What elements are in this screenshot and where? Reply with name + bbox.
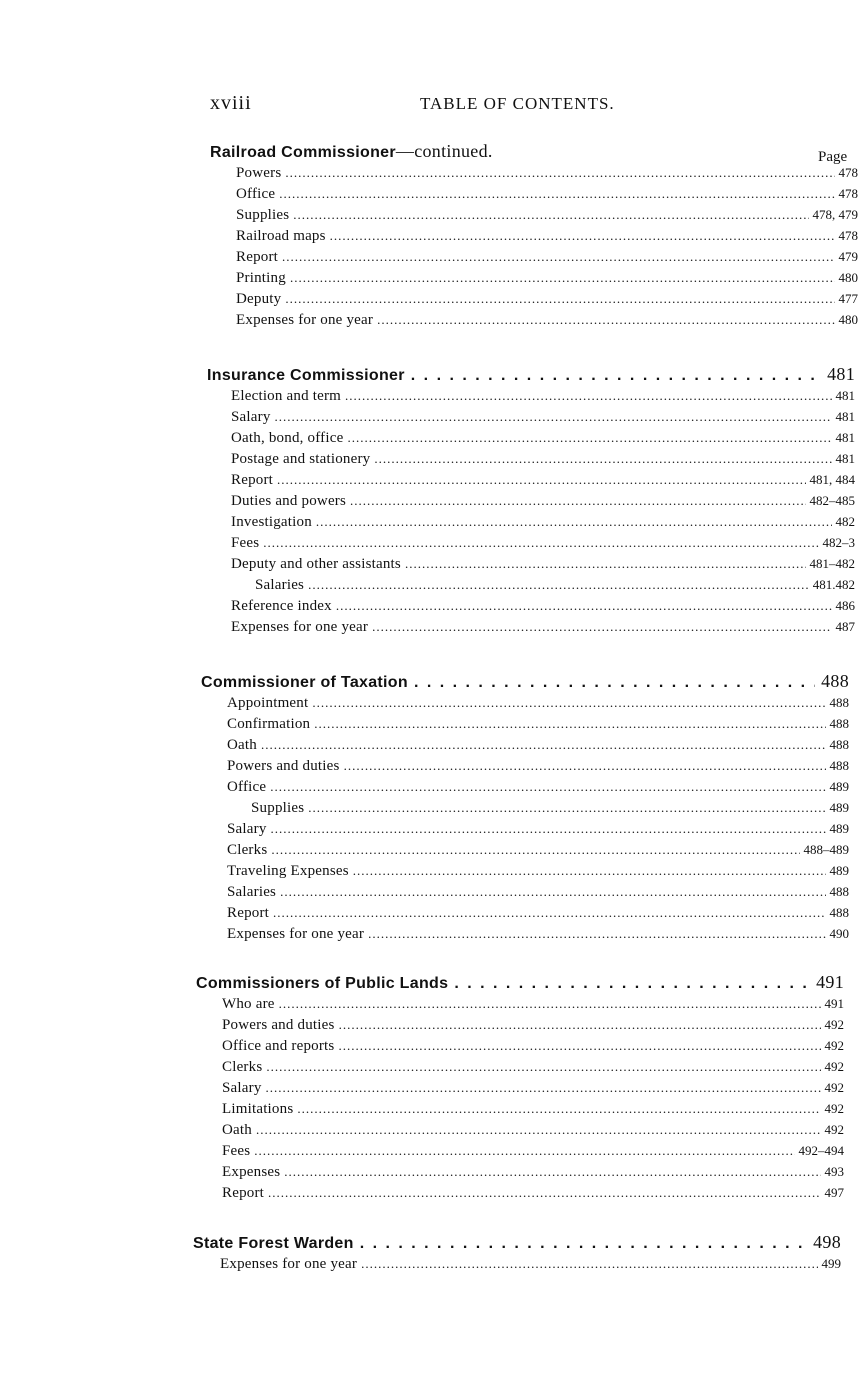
entry-label: Salaries — [255, 577, 305, 593]
toc-entry — [236, 228, 858, 249]
dot-leader — [279, 186, 834, 202]
toc-entry — [231, 388, 855, 409]
entry-page: 488 — [829, 905, 849, 920]
entry-page: 481.482 — [812, 577, 855, 592]
dot-leader — [360, 1235, 807, 1253]
entry-page: 488 — [829, 884, 849, 899]
toc-entry — [236, 312, 858, 333]
entry-label: Salaries — [227, 884, 277, 900]
toc-entry — [222, 1017, 844, 1038]
dot-leader — [254, 1143, 794, 1159]
toc-entry — [236, 291, 858, 312]
toc-entry — [227, 884, 849, 905]
entry-page: 497 — [824, 1185, 844, 1200]
entry-label: Report — [231, 472, 274, 488]
section-heading — [207, 364, 855, 388]
entry-page: 486 — [835, 598, 855, 613]
section-page: 488 — [821, 671, 849, 691]
entry-list — [236, 165, 858, 333]
entry-label: Duties and powers — [231, 493, 347, 509]
toc-entry — [231, 598, 855, 619]
dot-leader — [271, 842, 799, 858]
dot-leader — [285, 291, 834, 307]
dot-leader — [266, 1080, 821, 1096]
entry-page: 478 — [838, 228, 858, 243]
toc-entry — [227, 926, 849, 947]
entry-label: Salary — [231, 409, 271, 425]
toc-entry — [222, 1185, 844, 1206]
section-commissioner-of-taxation — [201, 671, 849, 947]
section-commissioners-of-public-lands — [196, 972, 844, 1206]
section-title: Commissioners of Public Lands — [196, 975, 449, 992]
entry-label: Office — [236, 186, 276, 202]
dot-leader — [414, 674, 815, 692]
entry-page: 492 — [824, 1017, 844, 1032]
entry-page: 482–485 — [809, 493, 855, 508]
section-heading — [210, 141, 810, 165]
toc-entry — [222, 1122, 844, 1143]
toc-entry — [222, 1101, 844, 1122]
entry-label: Salary — [222, 1080, 262, 1096]
entry-label: Traveling Expenses — [227, 863, 349, 879]
dot-leader — [314, 716, 825, 732]
entry-list — [227, 695, 849, 947]
dot-leader — [285, 165, 834, 181]
section-heading — [193, 1232, 841, 1256]
entry-label: Clerks — [222, 1059, 263, 1075]
dot-leader — [293, 207, 808, 223]
entry-label: Appointment — [227, 695, 309, 711]
entry-label: Report — [236, 249, 279, 265]
entry-label: Expenses for one year — [220, 1256, 358, 1272]
page-column-label: Page — [818, 149, 848, 165]
toc-entry — [227, 779, 849, 800]
toc-entry — [236, 249, 858, 270]
dot-leader — [374, 451, 831, 467]
entry-label: Clerks — [227, 842, 268, 858]
entry-page: 481 — [835, 430, 855, 445]
entry-label: Fees — [222, 1143, 251, 1159]
toc-subentry — [231, 577, 855, 598]
toc-entry — [222, 1164, 844, 1185]
section-title: Insurance Commissioner — [207, 367, 405, 384]
entry-label: Oath, bond, office — [231, 430, 344, 446]
toc-entry — [231, 556, 855, 577]
dot-leader — [330, 228, 835, 244]
dot-leader — [263, 535, 818, 551]
dot-leader — [273, 905, 825, 921]
entry-label: Office — [227, 779, 267, 795]
dot-leader — [344, 758, 826, 774]
entry-label: Printing — [236, 270, 286, 286]
page-folio: xviii — [210, 92, 252, 114]
entry-page: 479 — [838, 249, 858, 264]
entry-label: Limitations — [222, 1101, 294, 1117]
entry-page: 492–494 — [798, 1143, 844, 1158]
dot-leader — [454, 975, 810, 993]
dot-leader — [261, 737, 826, 753]
dot-leader — [268, 1185, 820, 1201]
section-heading — [201, 671, 849, 695]
dot-leader — [271, 821, 826, 837]
entry-label: Expenses for one year — [227, 926, 365, 942]
section-title: Commissioner of Taxation — [201, 674, 408, 691]
entry-page: 478 — [838, 165, 858, 180]
dot-leader — [372, 619, 831, 635]
dot-leader — [316, 514, 832, 530]
entry-page: 477 — [838, 291, 858, 306]
entry-page: 480 — [838, 312, 858, 327]
entry-page: 491 — [824, 996, 844, 1011]
entry-page: 490 — [829, 926, 849, 941]
section-page: 491 — [816, 972, 844, 992]
toc-entry — [227, 695, 849, 716]
entry-label: Fees — [231, 535, 260, 551]
section-continued-suffix: —continued. — [395, 141, 493, 161]
entry-label: Deputy — [236, 291, 282, 307]
toc-entry — [227, 821, 849, 842]
dot-leader — [308, 577, 809, 593]
entry-label: Confirmation — [227, 716, 311, 732]
entry-page: 492 — [824, 1038, 844, 1053]
entry-page: 488 — [829, 716, 849, 731]
entry-page: 478, 479 — [812, 207, 858, 222]
toc-entry — [222, 1080, 844, 1101]
entry-page: 499 — [821, 1256, 841, 1271]
dot-leader — [308, 800, 825, 816]
entry-page: 488 — [829, 737, 849, 752]
entry-page: 487 — [835, 619, 855, 634]
toc-entry — [231, 409, 855, 430]
section-page: 498 — [813, 1232, 841, 1252]
dot-leader — [339, 1017, 821, 1033]
entry-label: Powers and duties — [222, 1017, 335, 1033]
dot-leader — [347, 430, 831, 446]
dot-leader — [353, 863, 826, 879]
dot-leader — [277, 472, 805, 488]
section-heading — [196, 972, 844, 996]
entry-label: Powers — [236, 165, 282, 181]
toc-entry — [222, 1059, 844, 1080]
entry-page: 489 — [829, 863, 849, 878]
toc-entry — [231, 493, 855, 514]
entry-label: Who are — [222, 996, 275, 1012]
entry-label: Postage and stationery — [231, 451, 371, 467]
entry-label: Report — [222, 1185, 265, 1201]
entry-label: Expenses for one year — [231, 619, 369, 635]
dot-leader — [279, 996, 821, 1012]
section-title: State Forest Warden — [193, 1235, 354, 1252]
toc-entry — [231, 472, 855, 493]
toc-entry — [236, 270, 858, 291]
section-insurance-commissioner — [207, 364, 855, 640]
dot-leader — [338, 1038, 820, 1054]
toc-entry — [227, 758, 849, 779]
toc-entry — [231, 451, 855, 472]
toc-subentry — [227, 800, 849, 821]
entry-page: 492 — [824, 1122, 844, 1137]
entry-label: Office and reports — [222, 1038, 335, 1054]
dot-leader — [361, 1256, 817, 1272]
entry-page: 481 — [835, 388, 855, 403]
dot-leader — [368, 926, 825, 942]
section-page: 481 — [827, 364, 855, 384]
entry-page: 489 — [829, 821, 849, 836]
entry-label: Supplies — [251, 800, 305, 816]
entry-page: 482–3 — [822, 535, 855, 550]
entry-label: Powers and duties — [227, 758, 340, 774]
toc-entry — [227, 905, 849, 926]
dot-leader — [266, 1059, 820, 1075]
dot-leader — [282, 249, 834, 265]
entry-page: 481 — [835, 451, 855, 466]
entry-page: 481, 484 — [809, 472, 855, 487]
toc-entry — [227, 716, 849, 737]
dot-leader — [345, 388, 831, 404]
dot-leader — [336, 598, 832, 614]
entry-label: Supplies — [236, 207, 290, 223]
dot-leader — [284, 1164, 820, 1180]
entry-page: 489 — [829, 800, 849, 815]
toc-entry — [231, 514, 855, 535]
entry-page: 492 — [824, 1101, 844, 1116]
toc-entry — [222, 996, 844, 1017]
dot-leader — [280, 884, 825, 900]
entry-page: 488 — [829, 695, 849, 710]
dot-leader — [297, 1101, 820, 1117]
entry-page: 482 — [835, 514, 855, 529]
dot-leader — [377, 312, 834, 328]
dot-leader — [256, 1122, 821, 1138]
toc-entry — [236, 165, 858, 186]
dot-leader — [290, 270, 835, 286]
entry-label: Salary — [227, 821, 267, 837]
entry-label: Deputy and other assistants — [231, 556, 401, 572]
entry-list — [220, 1256, 841, 1277]
section-title: Railroad Commissioner — [210, 144, 396, 161]
entry-page: 493 — [824, 1164, 844, 1179]
entry-label: Expenses for one year — [236, 312, 374, 328]
entry-label: Report — [227, 905, 270, 921]
entry-label: Investigation — [231, 514, 312, 530]
entry-page: 480 — [838, 270, 858, 285]
entry-label: Oath — [222, 1122, 252, 1138]
dot-leader — [350, 493, 805, 509]
entry-page: 489 — [829, 779, 849, 794]
entry-label: Railroad maps — [236, 228, 326, 244]
dot-leader — [275, 409, 832, 425]
toc-entry — [236, 186, 858, 207]
dot-leader — [405, 556, 806, 572]
toc-entry — [236, 207, 858, 228]
section-state-forest-warden — [193, 1232, 841, 1277]
dot-leader — [312, 695, 825, 711]
entry-page: 488–489 — [803, 842, 849, 857]
entry-page: 492 — [824, 1080, 844, 1095]
toc-entry — [231, 430, 855, 451]
toc-entry — [222, 1143, 844, 1164]
entry-page: 478 — [838, 186, 858, 201]
entry-page: 492 — [824, 1059, 844, 1074]
toc-entry — [227, 863, 849, 884]
page-title: TABLE OF CONTENTS. — [420, 94, 615, 113]
entry-list — [222, 996, 844, 1206]
entry-label: Election and term — [231, 388, 342, 404]
entry-list — [231, 388, 855, 640]
dot-leader — [411, 367, 821, 385]
entry-label: Oath — [227, 737, 257, 753]
toc-entry — [227, 737, 849, 758]
dot-leader — [270, 779, 825, 795]
entry-page: 488 — [829, 758, 849, 773]
toc-entry — [220, 1256, 841, 1277]
entry-page: 481 — [835, 409, 855, 424]
toc-entry — [231, 619, 855, 640]
entry-label: Reference index — [231, 598, 332, 614]
entry-page: 481–482 — [809, 556, 855, 571]
toc-entry — [227, 842, 849, 863]
toc-entry — [222, 1038, 844, 1059]
toc-entry — [231, 535, 855, 556]
running-head — [210, 92, 650, 116]
entry-label: Expenses — [222, 1164, 281, 1180]
